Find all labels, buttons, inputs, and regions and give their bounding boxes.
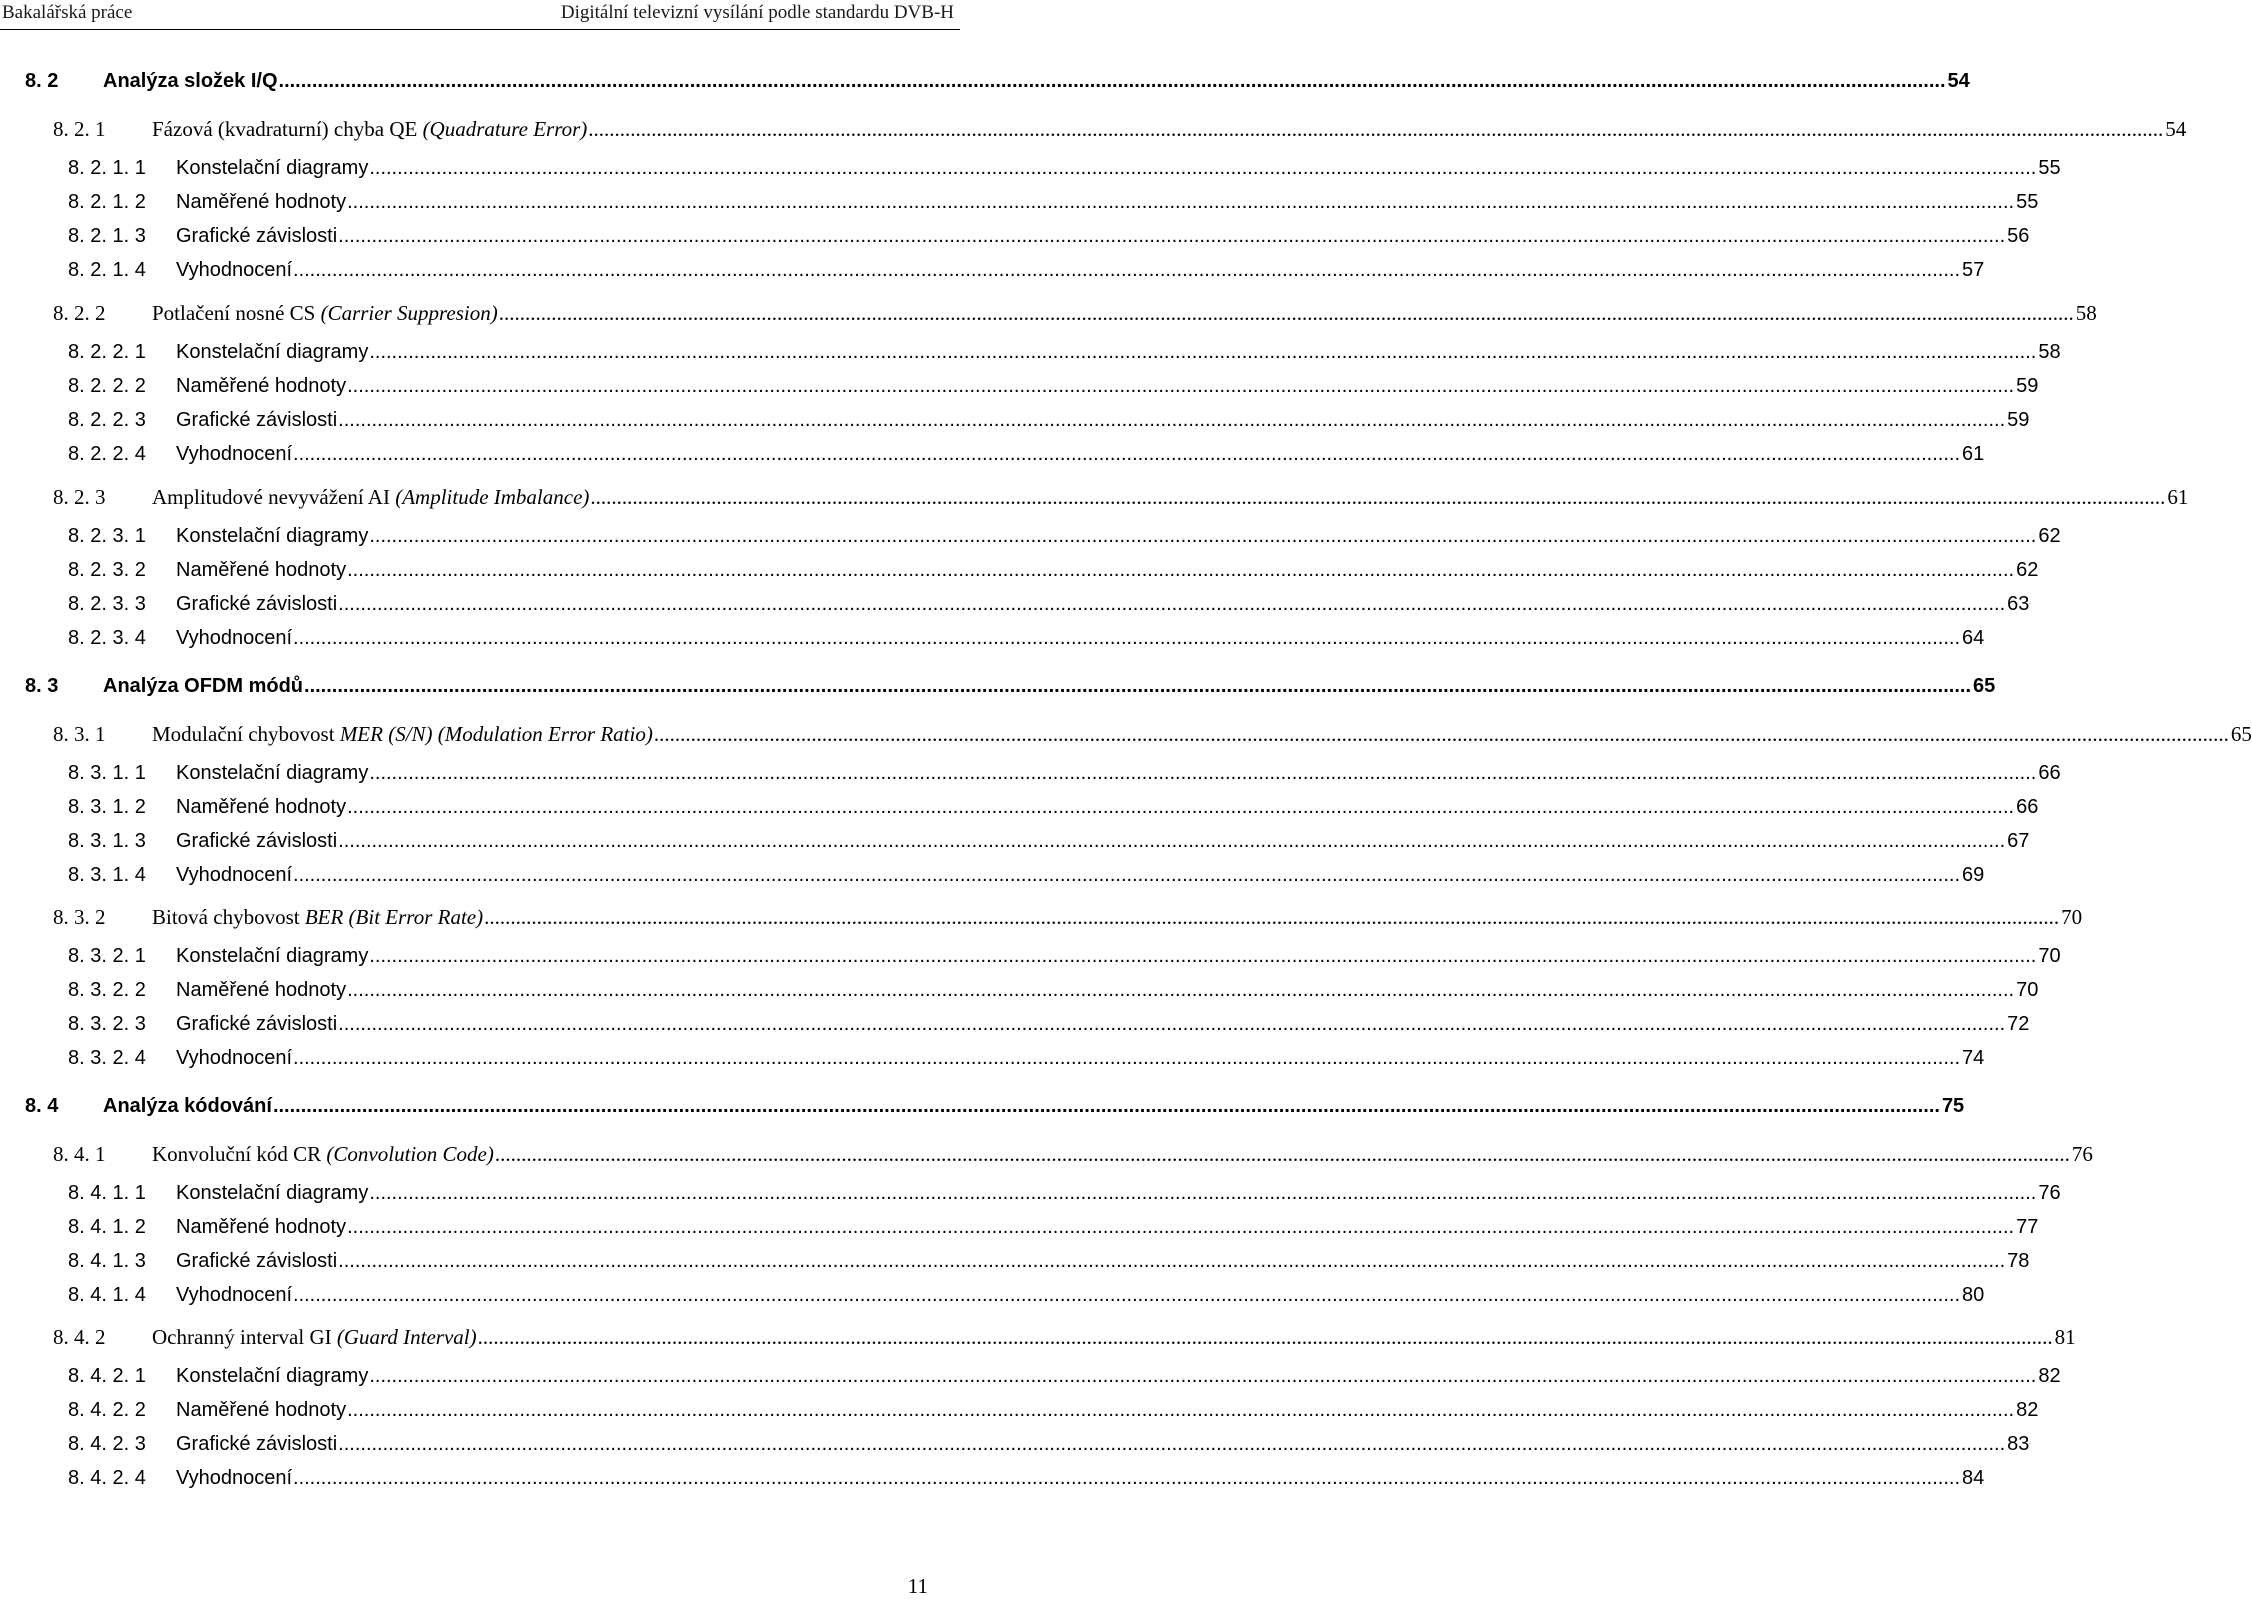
toc-entry-title [176,1467,292,1490]
toc-leader-dots: ............................................................................................................................................................................................................................................................................................................ [338,409,2006,431]
toc-leader-dots: ............................................................................................................................................................................................................................................................................................................ [369,762,2037,784]
toc-entry-title [176,1284,292,1307]
toc-entry-title-text: Naměřené hodnoty [176,979,347,1001]
toc-entry-title-text: Vyhodnocení [176,259,293,281]
toc-leader-dots: ............................................................................................................................................................................................................................................................................................................ [293,1467,1961,1489]
toc-entry-number: 8. 3. 1. 3 [68,830,146,852]
toc-entry[interactable] [0,905,2083,931]
toc-entry-number: 8. 2. 2 [53,301,106,325]
toc-entry-page: 82 [2016,1399,2039,1421]
toc-entry-number: 8. 4 [25,1095,59,1117]
toc-leader-dots: ............................................................................................................................................................................................................................................................................................................ [293,864,1961,886]
toc-entry-number: 8. 2. 3. 1 [68,525,146,547]
toc-entry-title [176,1399,346,1422]
toc-entry-page: 76 [2071,1142,2093,1166]
toc-entry-number: 8. 2. 1. 4 [68,259,146,281]
toc-entry-number: 8. 2. 2. 2 [68,375,146,397]
toc-entry-title-text: Fázová (kvadraturní) chyba QE [152,117,423,141]
toc-leader-dots: ............................................................................................................................................................................................................................................................................................................ [484,905,2060,929]
toc-entry-title-italic: (Carrier Suppresion) [320,301,498,325]
toc-entry-number: 8. 2. 3 [53,485,106,509]
toc-entry-title [176,627,292,650]
toc-leader-dots: ............................................................................................................................................................................................................................................................................................................ [293,627,1961,649]
toc-entry[interactable] [0,525,2061,551]
toc-entry-title [176,1013,337,1036]
toc-entry[interactable] [0,485,2189,511]
header-right-text: Digitální televizní vysílání podle standardu DVB-H [560,2,954,23]
toc-leader-dots: ............................................................................................................................................................................................................................................................................................................ [477,1325,2053,1349]
toc-entry[interactable] [0,945,2061,971]
toc-entry-page: 74 [1962,1047,1985,1069]
toc-entry-page: 65 [1973,675,1996,697]
toc-entry-page: 84 [1962,1467,1985,1489]
toc-entry-page: 72 [2007,1013,2030,1035]
toc-leader-dots: ............................................................................................................................................................................................................................................................................................................ [293,443,1961,465]
toc-entry-number: 8. 4. 1. 2 [68,1216,146,1238]
toc-entry[interactable] [0,1284,1985,1310]
toc-entry-title-text: Konstelační diagramy [176,1182,369,1204]
toc-entry[interactable] [0,979,2039,1005]
toc-entry-title-text: Vyhodnocení [176,627,293,649]
toc-entry-title [176,796,346,819]
toc-entry[interactable] [0,1399,2039,1425]
toc-entry-title-italic: (Convolution Code) [326,1142,494,1166]
running-header [0,2,960,26]
toc-leader-dots: ............................................................................................................................................................................................................................................................................................................ [494,1142,2070,1166]
toc-entry-title [176,191,346,214]
toc-entry-page: 62 [2038,525,2061,547]
toc-entry-title-italic: BER (Bit Error Rate) [304,905,484,929]
toc-entry-number: 8. 4. 2. 4 [68,1467,146,1489]
toc-entry-title [176,225,337,248]
toc-entry-page: 78 [2007,1250,2030,1272]
toc-entry-number: 8. 2. 1. 3 [68,225,146,247]
toc-entry-number: 8. 2. 3. 2 [68,559,146,581]
toc-entry-page: 57 [1962,259,1985,281]
toc-entry-title [176,979,346,1002]
toc-leader-dots: ............................................................................................................................................................................................................................................................................................................ [338,225,2006,247]
toc-entry[interactable] [0,301,2097,327]
toc-entry-title-text: Potlačení nosné CS [152,301,321,325]
toc-entry[interactable] [0,796,2039,822]
toc-entry-title-text: Naměřené hodnoty [176,1399,347,1421]
toc-entry-number: 8. 3 [25,675,59,697]
toc-entry-number: 8. 4. 1. 3 [68,1250,146,1272]
toc-entry-page: 66 [2016,796,2039,818]
toc-entry-title [176,593,337,616]
toc-leader-dots: ............................................................................................................................................................................................................................................................................................................ [338,1013,2006,1035]
toc-entry[interactable] [0,762,2061,788]
toc-entry-number: 8. 2. 1. 2 [68,191,146,213]
toc-entry-page: 66 [2038,762,2061,784]
toc-entry-title [176,1250,337,1273]
toc-leader-dots: ............................................................................................................................................................................................................................................................................................................ [338,593,2006,615]
toc-entry-number: 8. 3. 1. 2 [68,796,146,818]
toc-entry-title [176,864,292,887]
toc-leader-dots: ............................................................................................................................................................................................................................................................................................................ [369,341,2037,363]
toc-entry-page: 62 [2016,559,2039,581]
toc-entry-title [176,409,337,432]
toc-entry[interactable] [0,1467,1985,1493]
toc-entry-page: 59 [2016,375,2039,397]
toc-entry[interactable] [0,70,1970,96]
toc-entry-title [152,301,498,326]
toc-entry[interactable] [0,1365,2061,1391]
toc-leader-dots: ............................................................................................................................................................................................................................................................................................................ [293,1047,1961,1069]
toc-entry-page: 59 [2007,409,2030,431]
toc-entry-title [152,905,483,930]
toc-leader-dots: ............................................................................................................................................................................................................................................................................................................ [293,259,1961,281]
toc-entry-title [152,117,587,142]
toc-entry-title-text: Analýza složek I/Q [103,70,278,92]
toc-entry-page: 58 [2038,341,2061,363]
toc-entry-number: 8. 3. 2. 1 [68,945,146,967]
toc-entry-title-text: Naměřené hodnoty [176,191,347,213]
toc-entry-title-text: Grafické závislosti [176,225,338,247]
toc-entry-page: 76 [2038,1182,2061,1204]
toc-entry[interactable] [0,259,1985,285]
toc-entry-title [176,341,368,364]
toc-entry-title [176,1365,368,1388]
toc-entry-title [152,485,589,510]
toc-entry-title [176,259,292,282]
toc-entry[interactable] [0,864,1985,890]
toc-entry-title [103,1095,272,1118]
toc-leader-dots: ............................................................................................................................................................................................................................................................................................................ [653,722,2229,746]
toc-entry[interactable] [0,1095,1965,1121]
toc-entry-title-italic: (Amplitude Imbalance) [395,485,590,509]
toc-entry-page: 55 [2038,157,2061,179]
toc-entry-title-text: Modulační chybovost [152,722,340,746]
toc-entry-number: 8. 4. 1. 1 [68,1182,146,1204]
toc-entry-number: 8. 3. 2. 4 [68,1047,146,1069]
toc-entry-number: 8. 2. 2. 1 [68,341,146,363]
toc-entry-title-text: Grafické závislosti [176,1250,338,1272]
toc-entry-title [152,1325,477,1350]
toc-entry-title-text: Vyhodnocení [176,443,293,465]
toc-entry-title-text: Vyhodnocení [176,1467,293,1489]
toc-entry-title [176,157,368,180]
toc-entry-number: 8. 2. 2. 4 [68,443,146,465]
toc-leader-dots: ............................................................................................................................................................................................................................................................................................................ [347,1216,2015,1238]
toc-entry[interactable] [0,117,2187,143]
toc-entry-title-text: Konstelační diagramy [176,945,369,967]
toc-leader-dots: ............................................................................................................................................................................................................................................................................................................ [338,1250,2006,1272]
toc-entry-title-text: Vyhodnocení [176,1047,293,1069]
toc-entry-number: 8. 2. 3. 4 [68,627,146,649]
toc-entry-number: 8. 2. 1. 1 [68,157,146,179]
toc-entry-number: 8. 4. 2 [53,1325,106,1349]
toc-entry[interactable] [0,1047,1985,1073]
toc-entry-number: 8. 4. 2. 3 [68,1433,146,1455]
toc-entry-title-text: Bitová chybovost [152,905,305,929]
toc-entry[interactable] [0,1013,2030,1039]
toc-leader-dots: ............................................................................................................................................................................................................................................................................................................ [369,525,2037,547]
toc-entry[interactable] [0,225,2030,251]
toc-entry-title [152,722,653,747]
toc-entry-title [152,1142,494,1167]
toc-entry-title-text: Analýza OFDM módů [103,675,304,697]
toc-entry-number: 8. 3. 1 [53,722,106,746]
toc-entry-number: 8. 2. 3. 3 [68,593,146,615]
toc-entry-page: 54 [2165,117,2187,141]
toc-entry-page: 77 [2016,1216,2039,1238]
toc-entry-title [176,830,337,853]
toc-entry-title-text: Naměřené hodnoty [176,559,347,581]
toc-entry-page: 65 [2230,722,2252,746]
toc-entry-title-text: Grafické závislosti [176,593,338,615]
toc-entry-title-text: Naměřené hodnoty [176,796,347,818]
toc-leader-dots: ............................................................................................................................................................................................................................................................................................................ [588,117,2164,141]
toc-leader-dots: ............................................................................................................................................................................................................................................................................................................ [369,1365,2037,1387]
toc-leader-dots: ............................................................................................................................................................................................................................................................................................................ [347,375,2015,397]
toc-entry-title-text: Vyhodnocení [176,864,293,886]
toc-entry-title [103,70,278,93]
toc-leader-dots: ............................................................................................................................................................................................................................................................................................................ [369,945,2037,967]
toc-entry-title [176,443,292,466]
toc-entry[interactable] [0,1250,2030,1276]
toc-entry-page: 63 [2007,593,2030,615]
toc-entry-number: 8. 3. 2. 3 [68,1013,146,1035]
toc-leader-dots: ............................................................................................................................................................................................................................................................................................................ [369,157,2037,179]
toc-leader-dots: ............................................................................................................................................................................................................................................................................................................ [338,830,2006,852]
toc-entry-title-text: Analýza kódování [103,1095,272,1117]
toc-entry-page: 67 [2007,830,2030,852]
toc-leader-dots: ............................................................................................................................................................................................................................................................................................................ [347,796,2015,818]
page-number: 11 [907,1574,928,1598]
toc-entry-title-italic: MER (S/N) (Modulation Error Ratio) [339,722,653,746]
toc-entry-title [176,762,368,785]
toc-entry-title-text: Konstelační diagramy [176,525,369,547]
toc-entry-title-text: Grafické závislosti [176,1433,338,1455]
toc-leader-dots: ............................................................................................................................................................................................................................................................................................................ [498,301,2074,325]
toc-entry-number: 8. 3. 1. 1 [68,762,146,784]
toc-entry-title-text: Konstelační diagramy [176,341,369,363]
toc-leader-dots: ............................................................................................................................................................................................................................................................................................................ [293,1284,1961,1306]
toc-entry-page: 61 [1962,443,1985,465]
toc-entry[interactable] [0,409,2030,435]
toc-leader-dots: ............................................................................................................................................................................................................................................................................................................ [304,675,1972,697]
toc-entry-title [176,559,346,582]
toc-entry[interactable] [0,341,2061,367]
toc-entry-title-text: Grafické závislosti [176,409,338,431]
toc-entry[interactable] [0,722,2252,748]
toc-entry-page: 56 [2007,225,2030,247]
toc-entry-page: 81 [2054,1325,2076,1349]
toc-entry-page: 82 [2038,1365,2061,1387]
toc-entry[interactable] [0,1325,2076,1351]
toc-entry[interactable] [0,443,1985,469]
toc-entry-page: 70 [2038,945,2061,967]
toc-entry-title [176,525,368,548]
toc-leader-dots: ............................................................................................................................................................................................................................................................................................................ [338,1433,2006,1455]
toc-entry-page: 83 [2007,1433,2030,1455]
toc-entry-page: 55 [2016,191,2039,213]
toc-entry-title-italic: (Guard Interval) [336,1325,477,1349]
toc-entry[interactable] [0,1216,2039,1242]
toc-entry-title-text: Konstelační diagramy [176,762,369,784]
toc-entry-page: 70 [2061,905,2083,929]
toc-entry[interactable] [0,593,2030,619]
toc-entry-title-text: Ochranný interval GI [152,1325,337,1349]
toc-entry[interactable] [0,627,1985,653]
toc-entry-title-text: Vyhodnocení [176,1284,293,1306]
toc-entry-page: 58 [2075,301,2097,325]
header-rule [0,29,960,30]
toc-leader-dots: ............................................................................................................................................................................................................................................................................................................ [590,485,2166,509]
toc-entry-title [176,1216,346,1239]
toc-entry[interactable] [0,157,2061,183]
toc-entry-number: 8. 3. 2 [53,905,106,929]
toc-entry-title-text: Grafické závislosti [176,1013,338,1035]
toc-leader-dots: ............................................................................................................................................................................................................................................................................................................ [347,1399,2015,1421]
toc-leader-dots: ............................................................................................................................................................................................................................................................................................................ [347,979,2015,1001]
toc-entry-page: 61 [2167,485,2189,509]
toc-entry-number: 8. 4. 1. 4 [68,1284,146,1306]
toc-entry-title [176,1433,337,1456]
toc-entry[interactable] [0,1433,2030,1459]
toc-leader-dots: ............................................................................................................................................................................................................................................................................................................ [347,559,2015,581]
toc-entry[interactable] [0,1142,2093,1168]
toc-entry[interactable] [0,830,2030,856]
toc-entry[interactable] [0,375,2039,401]
toc-entry-page: 80 [1962,1284,1985,1306]
toc-entry[interactable] [0,559,2039,585]
toc-entry-title-text: Grafické závislosti [176,830,338,852]
toc-entry-page: 75 [1941,1095,1965,1117]
toc-entry-title [176,1182,368,1205]
toc-entry-page: 70 [2016,979,2039,1001]
toc-entry-number: 8. 2. 2. 3 [68,409,146,431]
toc-entry-number: 8. 2. 1 [53,117,106,141]
toc-entry-number: 8. 4. 2. 2 [68,1399,146,1421]
toc-entry[interactable] [0,1182,2061,1208]
toc-entry-title-text: Konstelační diagramy [176,157,369,179]
toc-entry-title-text: Konstelační diagramy [176,1365,369,1387]
toc-leader-dots: ............................................................................................................................................................................................................................................................................................................ [272,1095,1940,1117]
toc-entry-number: 8. 3. 2. 2 [68,979,146,1001]
toc-leader-dots: ............................................................................................................................................................................................................................................................................................................ [369,1182,2037,1204]
toc-entry-page: 54 [1947,70,1970,92]
toc-entry[interactable] [0,675,1996,701]
toc-entry-title [103,675,303,698]
toc-entry-title [176,945,368,968]
toc-leader-dots: ............................................................................................................................................................................................................................................................................................................ [278,70,1946,92]
toc-entry-title-text: Konvoluční kód CR [152,1142,327,1166]
toc-entry-title-italic: (Quadrature Error) [422,117,588,141]
toc-entry-title [176,1047,292,1070]
toc-entry-title [176,375,346,398]
toc-entry-title-text: Naměřené hodnoty [176,375,347,397]
toc-entry-page: 64 [1962,627,1985,649]
toc-entry-number: 8. 2 [25,70,59,92]
toc-entry-title-text: Naměřené hodnoty [176,1216,347,1238]
toc-entry-number: 8. 3. 1. 4 [68,864,146,886]
toc-entry[interactable] [0,191,2039,217]
toc-entry-number: 8. 4. 1 [53,1142,106,1166]
toc-entry-page: 69 [1962,864,1985,886]
toc-entry-number: 8. 4. 2. 1 [68,1365,146,1387]
toc-leader-dots: ............................................................................................................................................................................................................................................................................................................ [347,191,2015,213]
header-left-text: Bakalářská práce [2,2,133,23]
toc-entry-title-text: Amplitudové nevyvážení AI [152,485,396,509]
